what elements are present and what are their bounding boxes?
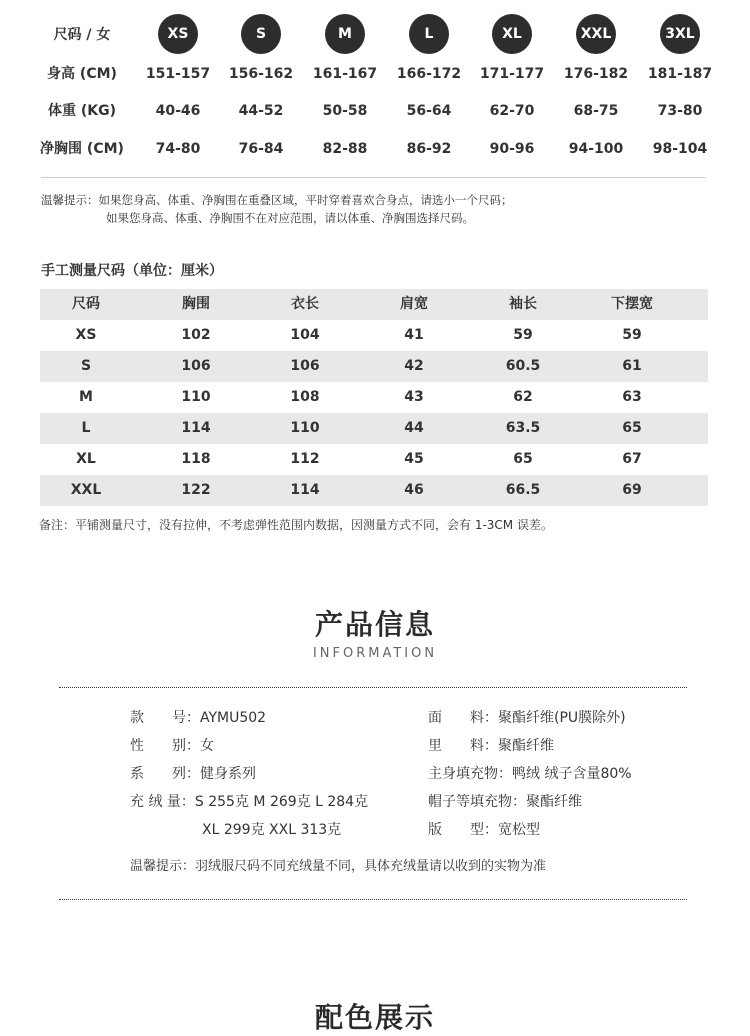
size-cell: 73-80: [657, 103, 703, 119]
size-cell: 74-80: [155, 141, 201, 157]
table-cell: 65: [513, 451, 533, 467]
size-circle-xl: XL: [492, 14, 532, 54]
size-cell: 50-58: [322, 103, 368, 119]
table-cell: 67: [622, 451, 642, 467]
size-circle-l: L: [409, 14, 449, 54]
info-value: 聚酯纤维: [498, 738, 554, 754]
size-cell: 176-182: [563, 66, 629, 82]
table-cell: 62: [513, 389, 533, 405]
table-cell: 60.5: [505, 358, 541, 374]
info-fill-amount-extra: XL 299克 XXL 313克: [202, 822, 342, 838]
size-cell: 82-88: [322, 141, 368, 157]
info-item-fabric: [428, 708, 626, 728]
table-cell: 65: [622, 420, 642, 436]
size-cell: 86-92: [406, 141, 452, 157]
size-header-row: [0, 16, 750, 54]
info-label: 主身填充物：: [428, 766, 512, 782]
size-tip-line2: 如果您身高、体重、净胸围不在对应范围，请以体重、净胸围选择尺码。: [106, 211, 474, 225]
info-label: 充 绒 量：: [130, 794, 195, 810]
info-label: 性 别：: [130, 738, 200, 754]
table-header-row: [40, 289, 708, 320]
info-value: 宽松型: [498, 822, 540, 838]
column-header: 衣长: [291, 296, 319, 312]
column-header: 尺码: [72, 296, 100, 312]
size-cell: 44-52: [238, 103, 284, 119]
info-label: 款 号：: [130, 710, 200, 726]
size-cell: 156-162: [228, 66, 294, 82]
size-tip-line1: 温馨提示：如果您身高、体重、净胸围在重叠区域，平时穿着喜欢合身点，请选小一个尺码；: [41, 193, 513, 207]
table-cell: XXL: [70, 482, 102, 498]
table-cell: 110: [181, 389, 211, 405]
info-label: 版 型：: [428, 822, 498, 838]
product-info-tip: 温馨提示：羽绒服尺码不同充绒量不同，具体充绒量请以收到的实物为准: [130, 859, 547, 874]
table-cell: 106: [181, 358, 211, 374]
size-cell: 161-167: [312, 66, 378, 82]
table-cell: 106: [290, 358, 320, 374]
size-cell: 40-46: [155, 103, 201, 119]
info-value: AYMU502: [200, 710, 267, 726]
size-cell: 98-104: [652, 141, 708, 157]
table-cell: 45: [404, 451, 424, 467]
table-row: [40, 413, 708, 444]
size-cell: 94-100: [568, 141, 624, 157]
column-header: 胸围: [182, 296, 210, 312]
table-cell: 59: [513, 327, 533, 343]
info-item-lining: [428, 736, 554, 756]
size-circle-xxl: XXL: [576, 14, 616, 54]
size-cell: 62-70: [489, 103, 535, 119]
table-cell: 63.5: [505, 420, 541, 436]
table-cell: 41: [404, 327, 424, 343]
info-value: 聚酯纤维: [526, 794, 582, 810]
size-circle-s: S: [241, 14, 281, 54]
table-cell: 63: [622, 389, 642, 405]
table-row: [40, 444, 708, 475]
info-label: 面 料：: [428, 710, 498, 726]
table-cell: 44: [404, 420, 424, 436]
info-item-body-filling: [428, 764, 632, 784]
info-value: S 255克 M 269克 L 284克: [194, 794, 369, 810]
table-cell: 122: [181, 482, 211, 498]
info-item-series: [130, 764, 256, 784]
column-header: 肩宽: [400, 296, 428, 312]
table-cell: 66.5: [505, 482, 541, 498]
info-label: 系 列：: [130, 766, 200, 782]
info-value: 女: [200, 738, 214, 754]
size-row-label: 净胸围 (CM): [40, 141, 124, 157]
size-circle-m: M: [325, 14, 365, 54]
info-value: 鸭绒 绒子含量80%: [512, 766, 632, 782]
table-cell: 114: [290, 482, 320, 498]
table-row: [40, 382, 708, 413]
size-row-weight: [0, 92, 750, 130]
table-cell: 69: [622, 482, 642, 498]
table-cell: 59: [622, 327, 642, 343]
table-cell: XL: [76, 451, 96, 467]
info-label: 里 料：: [428, 738, 498, 754]
table-cell: S: [80, 358, 92, 374]
table-cell: XS: [75, 327, 97, 343]
size-cell: 171-177: [479, 66, 545, 82]
measurement-table: [40, 289, 708, 506]
table-cell: 112: [290, 451, 320, 467]
info-value: 聚酯纤维(PU膜除外): [498, 710, 626, 726]
info-item-gender: [130, 736, 214, 756]
info-label: 帽子等填充物：: [428, 794, 526, 810]
size-row-label: 体重 (KG): [47, 103, 116, 119]
size-circle-xs: XS: [158, 14, 198, 54]
table-cell: 110: [290, 420, 320, 436]
table-cell: L: [81, 420, 91, 436]
info-item-style-no: [130, 708, 266, 728]
column-header: 下摆宽: [611, 296, 653, 312]
size-cell: 181-187: [647, 66, 713, 82]
measurement-note: 备注：平铺测量尺寸，没有拉伸，不考虑弹性范围内数据，因测量方式不同，会有 1-3CM 误差。: [39, 518, 553, 532]
size-cell: 90-96: [489, 141, 535, 157]
divider: [41, 177, 706, 178]
table-cell: 104: [290, 327, 320, 343]
table-cell: M: [79, 389, 93, 405]
info-item-fit: [428, 820, 540, 840]
product-info-title: 产品信息: [314, 608, 435, 641]
size-cell: 56-64: [406, 103, 452, 119]
dotted-divider: [59, 899, 687, 900]
table-cell: 118: [181, 451, 211, 467]
size-cell: 166-172: [396, 66, 462, 82]
table-cell: 108: [290, 389, 320, 405]
table-cell: 114: [181, 420, 211, 436]
info-item-fill-amount: [130, 792, 368, 812]
table-cell: 102: [181, 327, 211, 343]
size-header-label: 尺码 / 女: [53, 27, 111, 43]
size-circle-3xl: 3XL: [660, 14, 700, 54]
table-cell: 43: [404, 389, 424, 405]
size-cell: 76-84: [238, 141, 284, 157]
table-row: [40, 320, 708, 351]
size-row-height: [0, 55, 750, 93]
size-row-label: 身高 (CM): [47, 66, 117, 82]
table-cell: 61: [622, 358, 642, 374]
measurement-heading: 手工测量尺码（单位：厘米）: [41, 263, 223, 279]
table-cell: 46: [404, 482, 424, 498]
product-info-subtitle: INFORMATION: [312, 646, 438, 661]
column-header: 袖长: [509, 296, 537, 312]
color-section-title: 配色展示: [314, 1001, 435, 1034]
size-row-chest: [0, 130, 750, 168]
table-row: [40, 351, 708, 382]
info-value: 健身系列: [200, 766, 256, 782]
table-row: [40, 475, 708, 506]
size-cell: 68-75: [573, 103, 619, 119]
dotted-divider: [59, 687, 687, 688]
table-cell: 42: [404, 358, 424, 374]
info-item-hood-filling: [428, 792, 582, 812]
size-cell: 151-157: [145, 66, 211, 82]
